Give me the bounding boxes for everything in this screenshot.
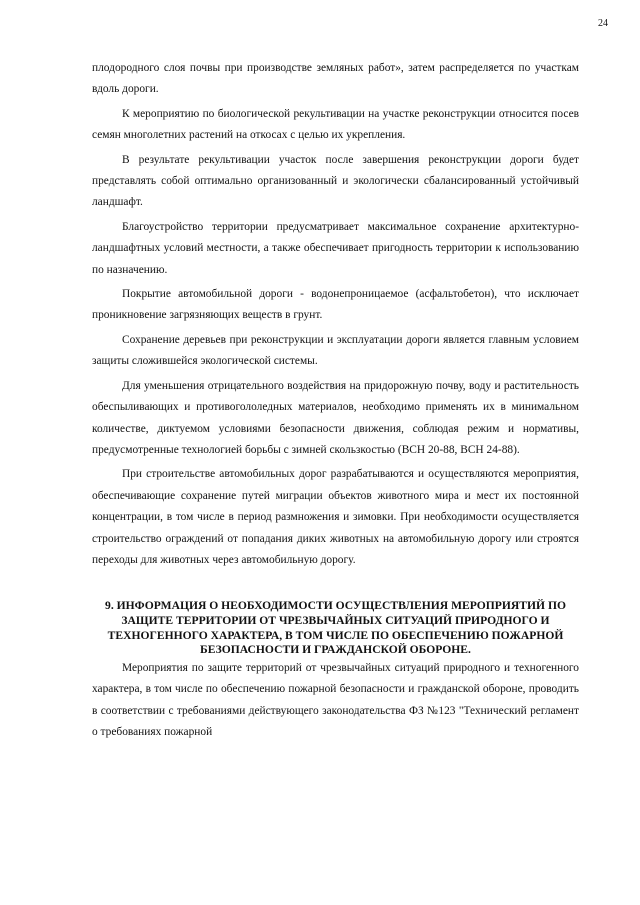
section-heading: 9. ИНФОРМАЦИЯ О НЕОБХОДИМОСТИ ОСУЩЕСТВЛЕНИЯ МЕРОПРИЯТИЙ ПО ЗАЩИТЕ ТЕРРИТОРИИ ОТ ЧРЕЗВЫЧАЙНЫХ СИТУАЦИЙ ПРИРОДНОГО И ТЕХНОГЕННОГО ХАРАКТЕРА, В ТОМ ЧИСЛЕ ПО ОБЕСПЕЧЕНИЮ ПОЖАРНОЙ БЕЗОПАСНОСТИ И ГРАЖДАНСКОЙ ОБОРОНЕ.	[105, 599, 566, 657]
paragraph: В результате рекультивации участок после завершения реконструкции дороги будет представлять собой оптимально организованный и экологически сбалансированный устойчивый ландшафт.	[92, 153, 579, 209]
paragraph: Сохранение деревьев при реконструкции и эксплуатации дороги является главным условием защиты сложившейся экологической системы.	[92, 333, 579, 368]
paragraph: Покрытие автомобильной дороги - водонепроницаемое (асфальтобетон), что исключает проникновение загрязняющих веществ в грунт.	[92, 288, 579, 322]
paragraph: Для уменьшения отрицательного воздействия на придорожную почву, воду и растительность обеспыливающих и противогололедных материалов, необходимо применять их в минимальном количестве, диктуемом условиями безопасности движения, соблюдая режим и нормативы, предусмотренные технологией борьбы с зимней скользкостью (ВСН 20-88, ВСН 24-88).	[92, 379, 579, 456]
page-number: 24	[598, 18, 608, 29]
paragraph: Мероприятия по защите территорий от чрезвычайных ситуаций природного и техногенного характера, в том числе по обеспечению пожарной безопасности и гражданской обороне, проводить в соответствии с требованиями действующего законодательства ФЗ №123 "Технический регламент о требованиях пожарной	[92, 661, 579, 738]
page-body	[92, 58, 579, 743]
paragraph: К мероприятию по биологической рекультивации на участке реконструкции относится посев семян многолетних растений на откосах с целью их укрепления.	[92, 107, 579, 142]
paragraph: плодородного слоя почвы при производстве земляных работ», затем распределяется по участкам вдоль дороги.	[92, 62, 579, 96]
paragraph: При строительстве автомобильных дорог разрабатываются и осуществляются мероприятия, обеспечивающие сохранение путей миграции объектов животного мира и мест их постоянной концентрации, в том числе в период размножения и зимовки. При необходимости осуществляется строительство ограждений от попадания диких животных на автомобильную дорогу или строятся переходы для животных через автомобильную дорогу.	[92, 468, 579, 566]
paragraph: Благоустройство территории предусматривает максимальное сохранение архитектурно-ландшафтных условий местности, а также обеспечивает пригодность территории к использованию по назначению.	[92, 220, 579, 276]
